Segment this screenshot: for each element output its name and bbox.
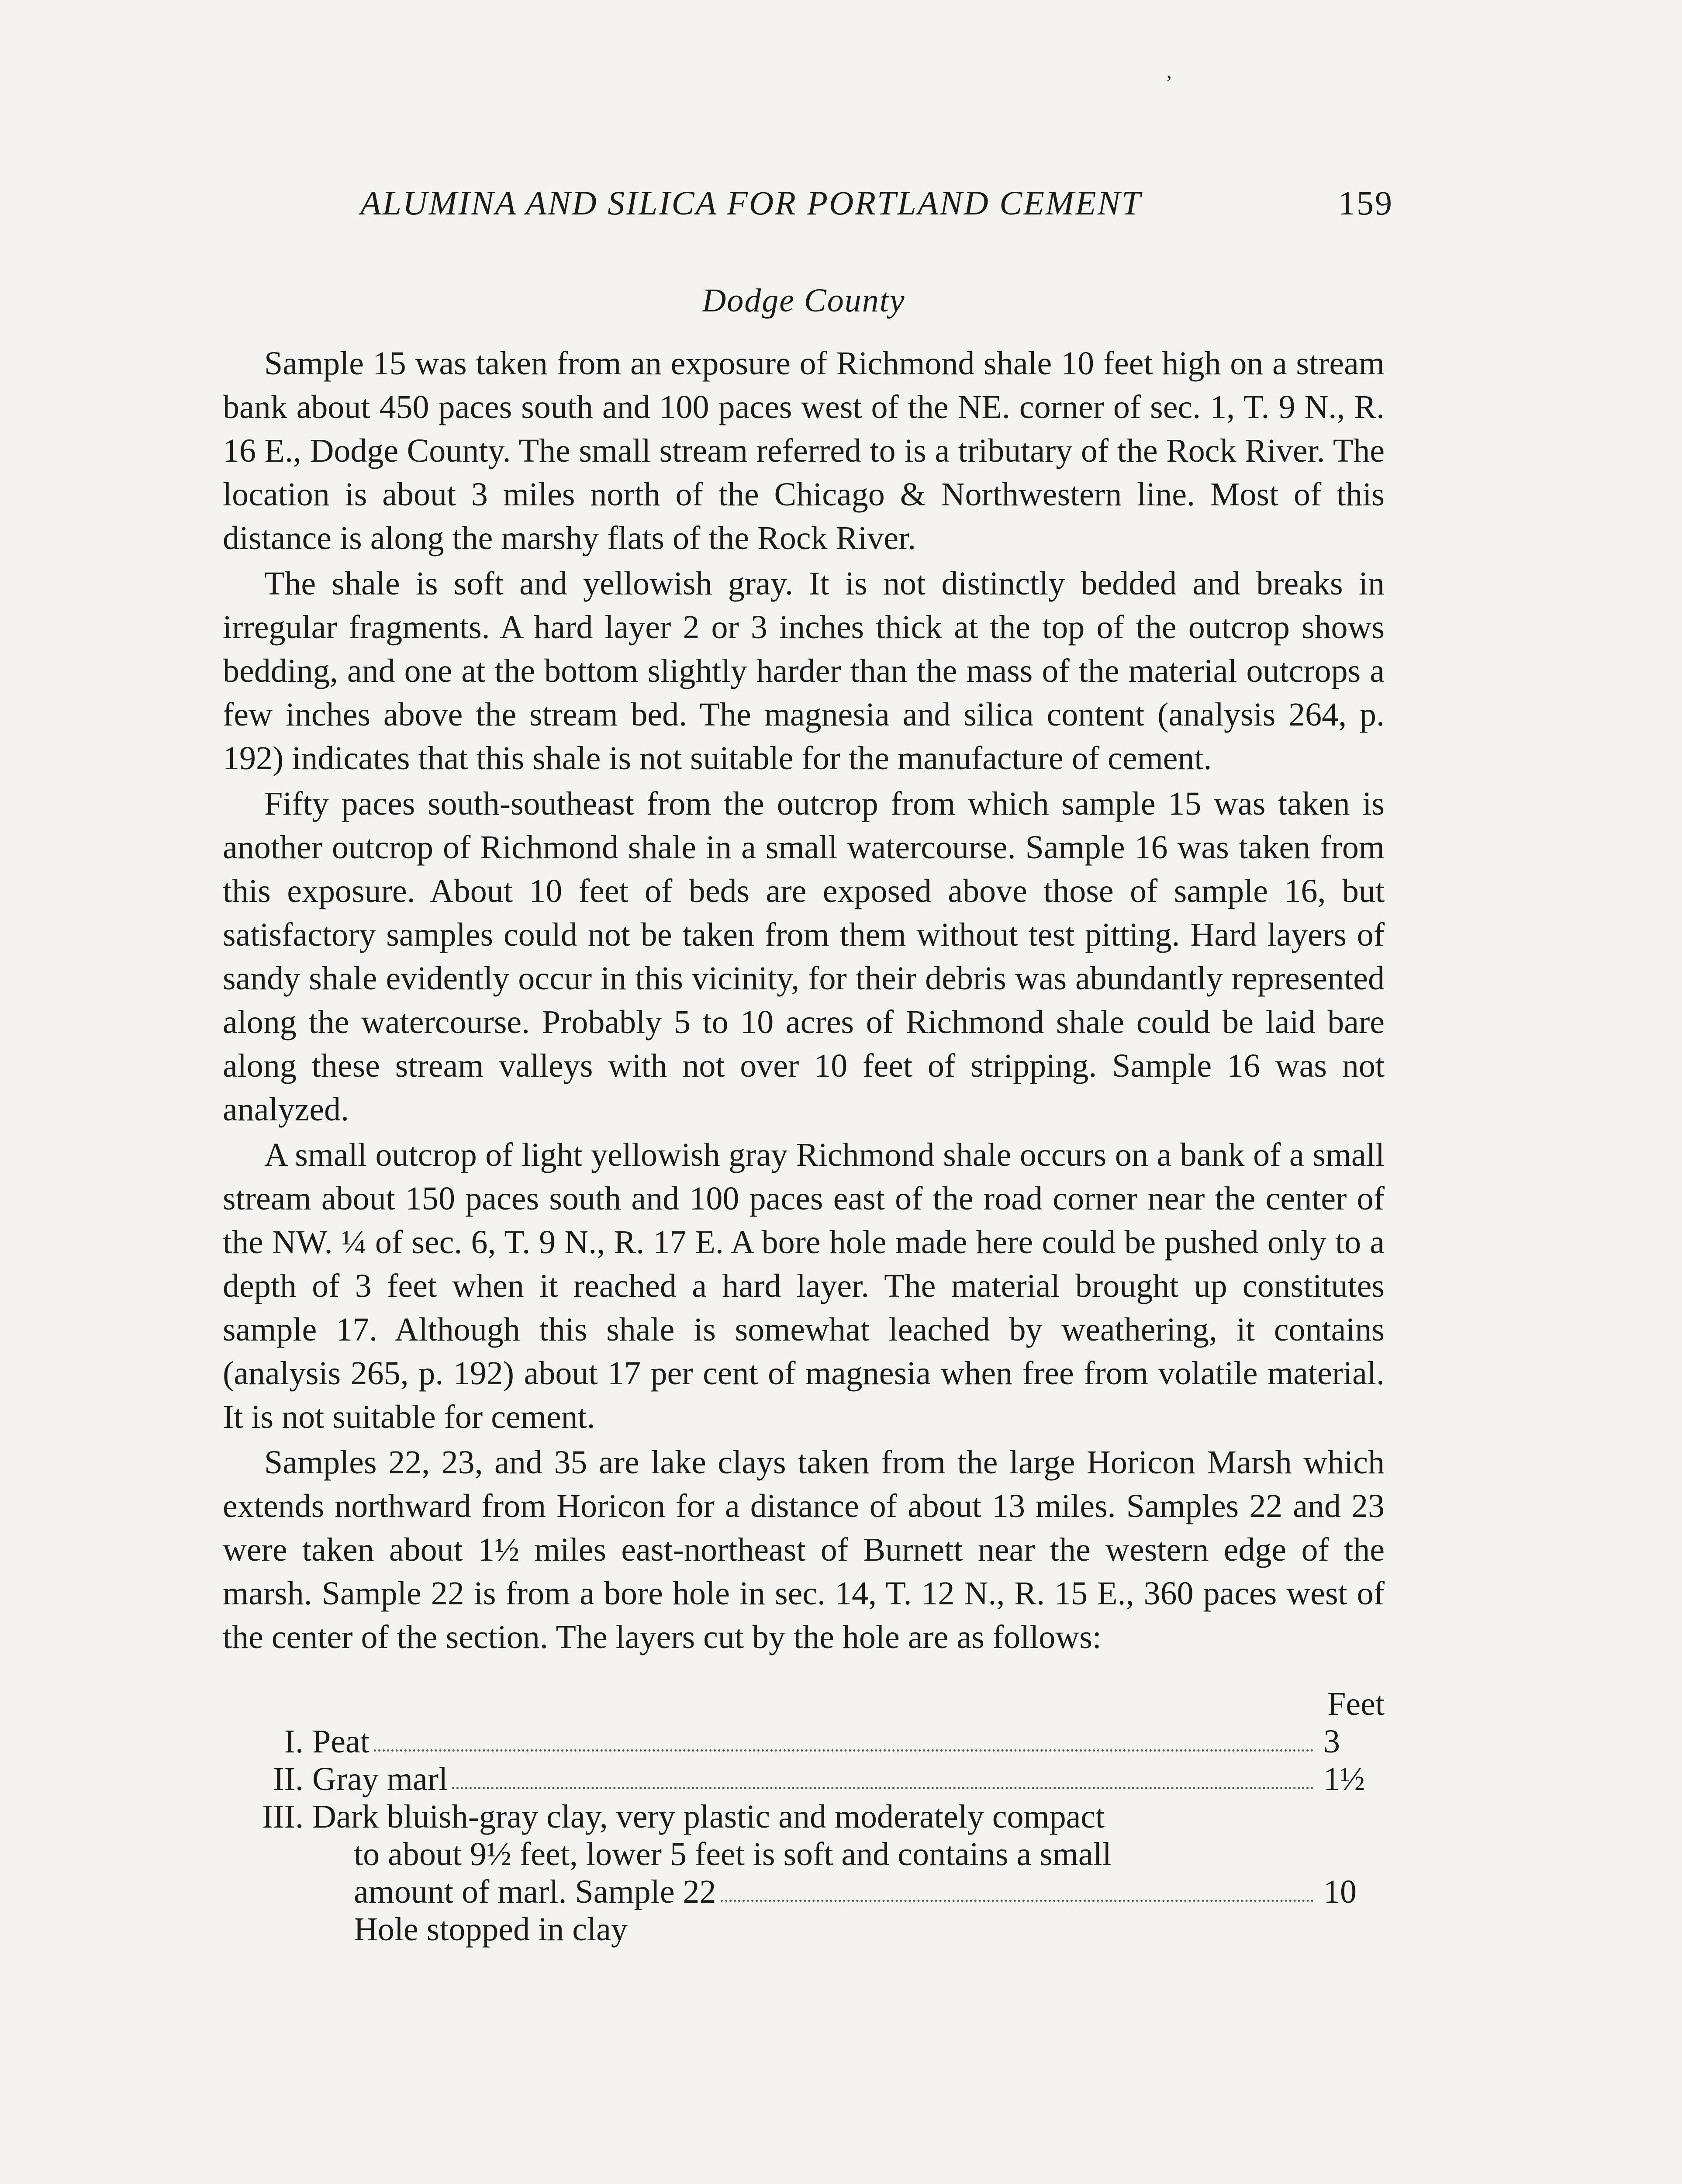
layer-thickness: 3 [1323, 1723, 1340, 1760]
paragraph-4: A small outcrop of light yellowish gray Richmond shale occurs on a bank of a small stream about 150 paces south and 100 paces east of the road corner near the center of the NW. ¼ of sec. 6, T. 9 N., R. 17 E. A bore hole made here could be pushed only to a depth of 3 feet when it reached a hard layer. The material brought up constitutes sample 17. Although this shale is somewhat leached by weathering, it contains (analysis 265, p. 192) about 17 per cent of magnesia when free from volatile material. It is not suitable for cement. [223, 1137, 1385, 1435]
layer-row [223, 1798, 1385, 1948]
layer-text: amount of marl. Sample 22 [354, 1873, 716, 1910]
dot-leader [452, 1787, 1314, 1789]
paragraph-1: Sample 15 was taken from an exposure of Richmond shale 10 feet high on a stream bank about 450 paces south and 100 paces west of the NE. corner of sec. 1, T. 9 N., R. 16 E., Dodge County. The small stream referred to is a tributary of the Rock River. The location is about 3 miles north of the Chicago & Northwestern line. Most of this distance is along the marshy flats of the Rock River. [223, 345, 1385, 556]
layer-thickness: 10 [1323, 1873, 1357, 1910]
layer-number: III. [262, 1798, 304, 1835]
layer-text: Peat [312, 1723, 370, 1760]
page-number: 159 [1338, 184, 1393, 222]
layer-description [312, 1723, 1385, 1760]
running-head [223, 183, 1393, 232]
layer-description [312, 1760, 1385, 1798]
layers-footer: Hole stopped in clay [354, 1911, 628, 1948]
layer-number: I. [284, 1723, 304, 1760]
section-heading: Dodge County [702, 282, 905, 319]
layers-unit-header: Feet [1327, 1686, 1385, 1722]
paragraph-2: The shale is soft and yellowish gray. It is not distinctly bedded and breaks in irregular fragments. A hard layer 2 or 3 inches thick at the top of the outcrop shows bedding, and one at the bottom slightly harder than the mass of the material outcrops a few inches above the stream bed. The magnesia and silica content (analysis 264, p. 192) indicates that this shale is not suitable for the manufacture of cement. [223, 565, 1385, 777]
layer-thickness: 1½ [1323, 1761, 1365, 1797]
layer-text: Dark bluish-gray clay, very plastic and moderately compact [312, 1798, 1105, 1835]
layer-line [312, 1873, 1385, 1911]
layer-line [312, 1723, 1385, 1760]
dot-leader [721, 1900, 1314, 1902]
stray-mark: ’ [1165, 70, 1173, 95]
layer-line [312, 1760, 1385, 1798]
dot-leader [374, 1749, 1314, 1752]
layers-table [223, 1685, 1385, 1948]
layer-row [223, 1760, 1385, 1798]
document-page [223, 183, 1393, 1948]
running-head-title: ALUMINA AND SILICA FOR PORTLAND CEMENT [360, 184, 1142, 222]
layer-number: II. [273, 1761, 304, 1797]
paragraph-3: Fifty paces south-southeast from the outcrop from which sample 15 was taken is another outcrop of Richmond shale in a small watercourse. Sample 16 was taken from this exposure. About 10 feet of beds are exposed above those of sample 16, but satisfactory samples could not be taken from them without test pitting. Hard layers of sandy shale evidently occur in this vicinity, for their debris was abundantly represented along the watercourse. Probably 5 to 10 acres of Richmond shale could be laid bare along these stream valleys with not over 10 feet of stripping. Sample 16 was not analyzed. [223, 785, 1385, 1128]
layer-text: Gray marl [312, 1761, 448, 1797]
paragraph-5: Samples 22, 23, and 35 are lake clays taken from the large Horicon Marsh which extends northward from Horicon for a distance of about 13 miles. Samples 22 and 23 were taken about 1½ miles east-northeast of Burnett near the western edge of the marsh. Sample 22 is from a bore hole in sec. 14, T. 12 N., R. 15 E., 360 paces west of the center of the section. The layers cut by the hole are as follows: [223, 1444, 1385, 1655]
layer-row [223, 1723, 1385, 1760]
layer-description [312, 1798, 1385, 1948]
layer-text: to about 9½ feet, lower 5 feet is soft and contains a small [354, 1836, 1112, 1873]
